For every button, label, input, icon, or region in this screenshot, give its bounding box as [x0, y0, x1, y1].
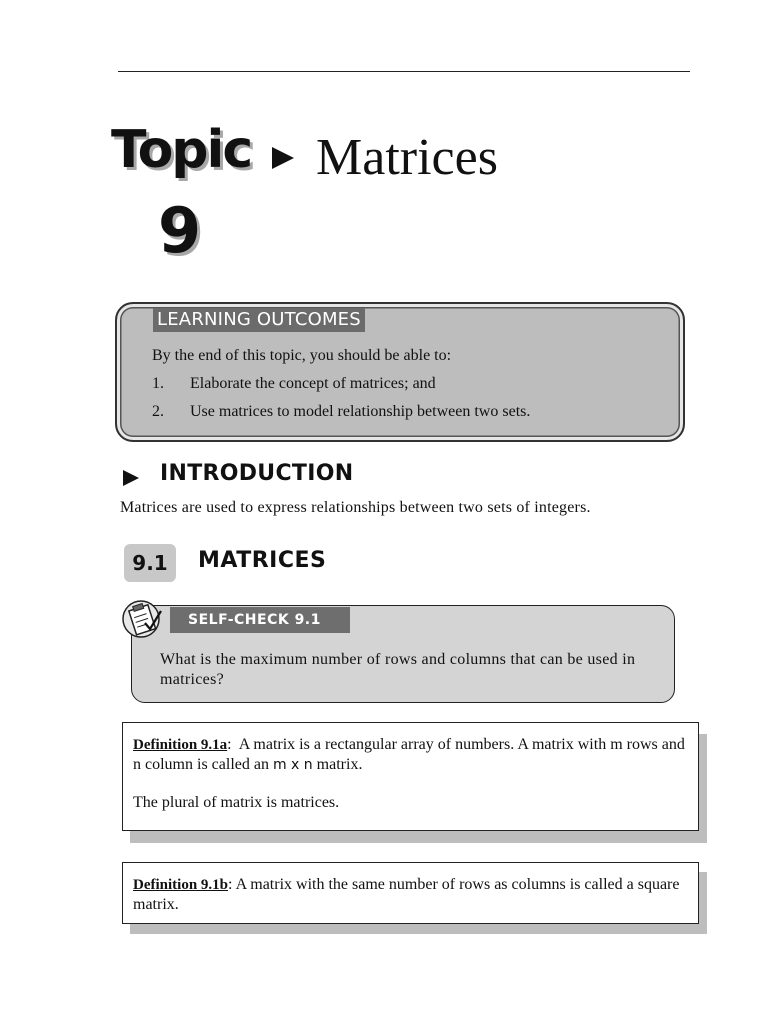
- introduction-text: Matrices are used to express relationships between two sets of integers.: [120, 499, 591, 516]
- definition-note: The plural of matrix is matrices.: [133, 794, 340, 811]
- section-title: MATRICES: [198, 548, 327, 573]
- item-number: 2.: [152, 403, 164, 420]
- definition-text: [133, 735, 688, 775]
- topic-number: 9: [158, 194, 202, 267]
- section-number-badge: 9.1: [124, 544, 176, 582]
- definition-body: A matrix is a rectangular array of numbers. A matrix with m rows and n column is called an: [133, 736, 689, 773]
- learning-outcome-item: [152, 403, 530, 421]
- self-check-heading: SELF-CHECK 9.1: [170, 607, 350, 633]
- definition-body-end: matrix.: [312, 756, 363, 773]
- learning-outcomes-box: [115, 302, 685, 442]
- topic-label: Topic: [111, 120, 252, 180]
- introduction-heading: INTRODUCTION: [160, 461, 354, 486]
- item-text: Elaborate the concept of matrices; and: [190, 375, 436, 392]
- clipboard-check-icon: [121, 597, 165, 641]
- top-rule: [118, 71, 690, 72]
- definition-math: m x n: [272, 757, 313, 773]
- topic-title: Matrices: [316, 129, 498, 186]
- item-number: 1.: [152, 375, 164, 392]
- definition-body: A matrix with the same number of rows as columns is called a square matrix.: [133, 876, 680, 913]
- learning-outcomes-heading: LEARNING OUTCOMES: [153, 308, 365, 332]
- item-text: Use matrices to model relationship between two sets.: [190, 403, 531, 420]
- self-check-box: [131, 605, 675, 703]
- definition-box-9-1b: [122, 862, 699, 924]
- definition-label: Definition 9.1a: [133, 737, 228, 753]
- definition-box-9-1a: [122, 722, 699, 831]
- definition-text: [133, 875, 688, 915]
- learning-outcome-item: [152, 375, 436, 393]
- definition-separator: :: [228, 876, 233, 893]
- self-check-question: What is the maximum number of rows and columns that can be used in matrices?: [160, 651, 636, 688]
- learning-outcomes-intro: By the end of this topic, you should be able to:: [152, 347, 452, 364]
- definition-label: Definition 9.1b: [133, 877, 229, 893]
- triangle-right-icon: [122, 469, 140, 487]
- triangle-right-icon: [270, 145, 296, 171]
- definition-separator: :: [227, 736, 232, 753]
